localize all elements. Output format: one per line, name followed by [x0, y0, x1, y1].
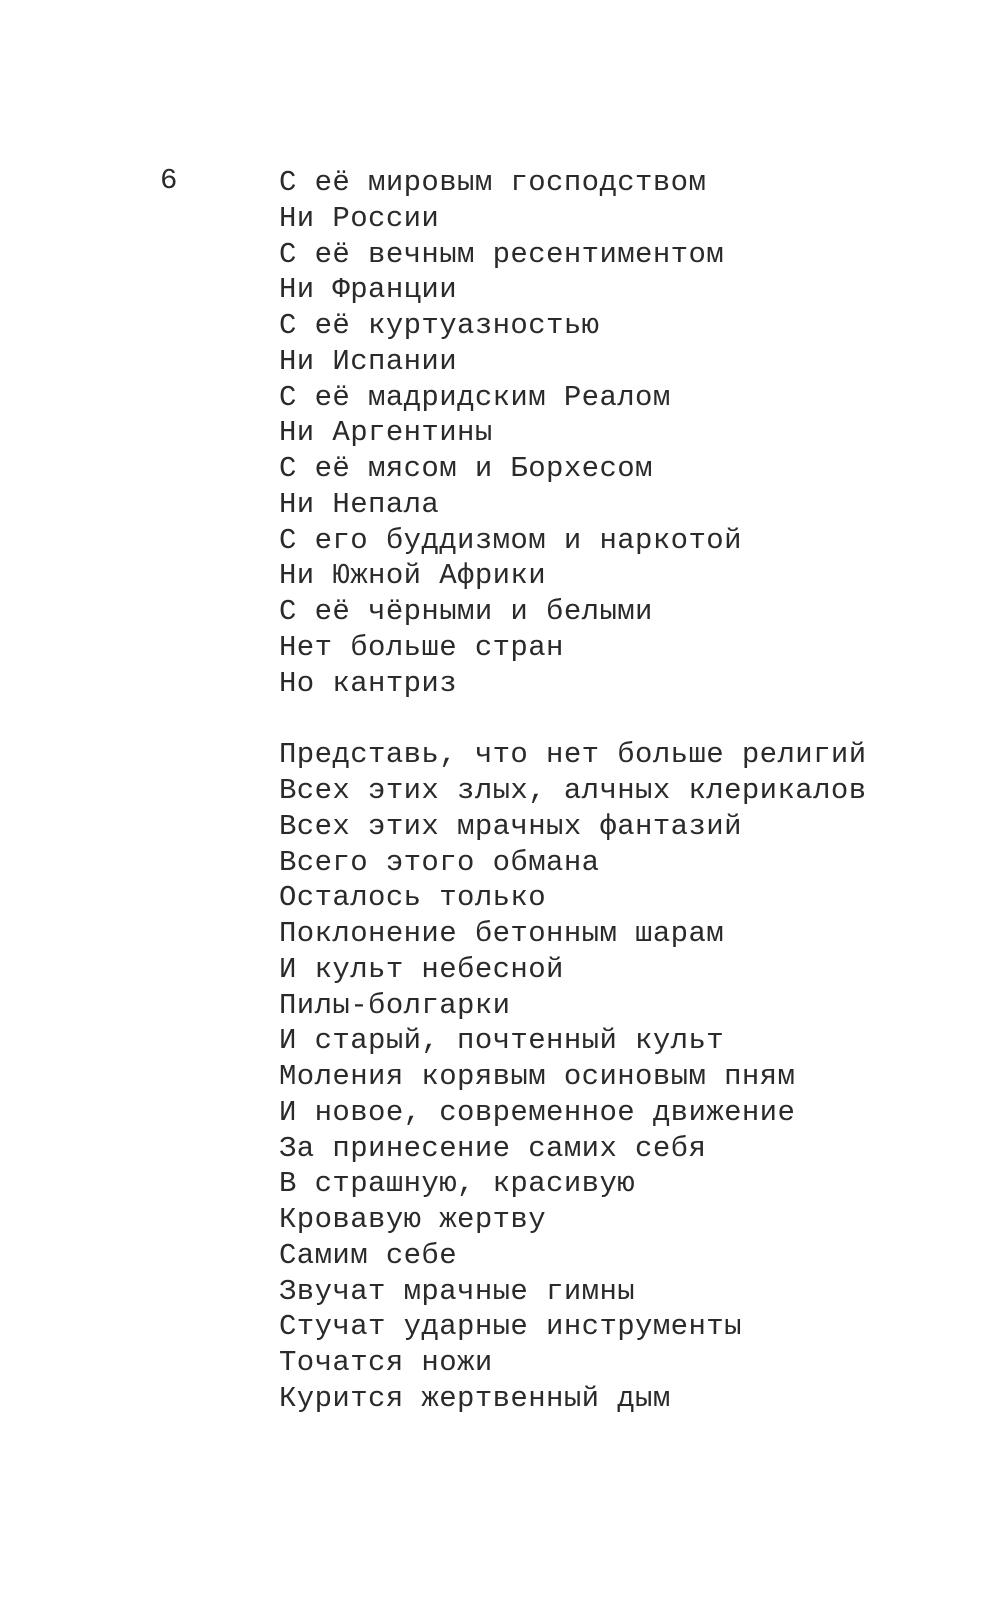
poem-line: Звучат мрачные гимны: [279, 1274, 636, 1308]
poem-line: Нет больше стран: [279, 630, 564, 664]
poem-line: С её куртуазностью: [279, 309, 600, 342]
poem-line: С её вечным ресентиментом: [279, 237, 725, 271]
stanza-1: [279, 165, 979, 701]
page-number: 6: [160, 164, 178, 197]
poem-line: В страшную, красивую: [279, 1167, 636, 1201]
poem-line: Моления корявым осиновым пням: [279, 1060, 796, 1093]
poem-line: Стучат ударные инструменты: [279, 1310, 742, 1344]
poem-line: И старый, почтенный культ: [279, 1024, 725, 1058]
poem-line: Поклонение бетонным шарам: [279, 917, 725, 950]
poem-line: Всех этих мрачных фантазий: [279, 809, 742, 843]
poem-line: И культ небесной: [279, 952, 564, 986]
poem-line: Ни Испании: [279, 344, 458, 378]
poem-line: Ни Аргентины: [279, 416, 493, 450]
poem-line: С её чёрными и белыми: [279, 595, 653, 628]
poem-line: С его буддизмом и наркотой: [279, 523, 742, 557]
poem-line: Курится жертвенный дым: [279, 1381, 671, 1415]
poem-line: Пилы-болгарки: [279, 988, 511, 1022]
poem-line: Но кантриз: [279, 666, 458, 700]
poem-line: Осталось только: [279, 881, 547, 915]
poem-line: Ни Непала: [279, 487, 440, 521]
poem-line: И новое, современное движение: [279, 1095, 796, 1129]
poem-text: [279, 165, 979, 1417]
poem-line: Точатся ножи: [279, 1346, 493, 1379]
poem-line: Ни Южной Африки: [279, 559, 547, 593]
poem-line: Ни Франции: [279, 273, 458, 307]
poem-line: Ни России: [279, 201, 440, 235]
poem-line: С её мадридским Реалом: [279, 380, 671, 414]
poem-line: С её мясом и Борхесом: [279, 452, 653, 485]
poem-line: С её мировым господством: [279, 166, 707, 199]
poem-line: Кровавую жертву: [279, 1203, 547, 1236]
poem-line: Всех этих злых, алчных клерикалов: [279, 774, 867, 807]
poem-line: Представь, что нет больше религий: [279, 738, 867, 772]
stanza-2: [279, 737, 979, 1416]
poem-line: Самим себе: [279, 1238, 458, 1272]
poem-line: Всего этого обмана: [279, 845, 600, 879]
poem-line: За принесение самих себя: [279, 1131, 707, 1165]
